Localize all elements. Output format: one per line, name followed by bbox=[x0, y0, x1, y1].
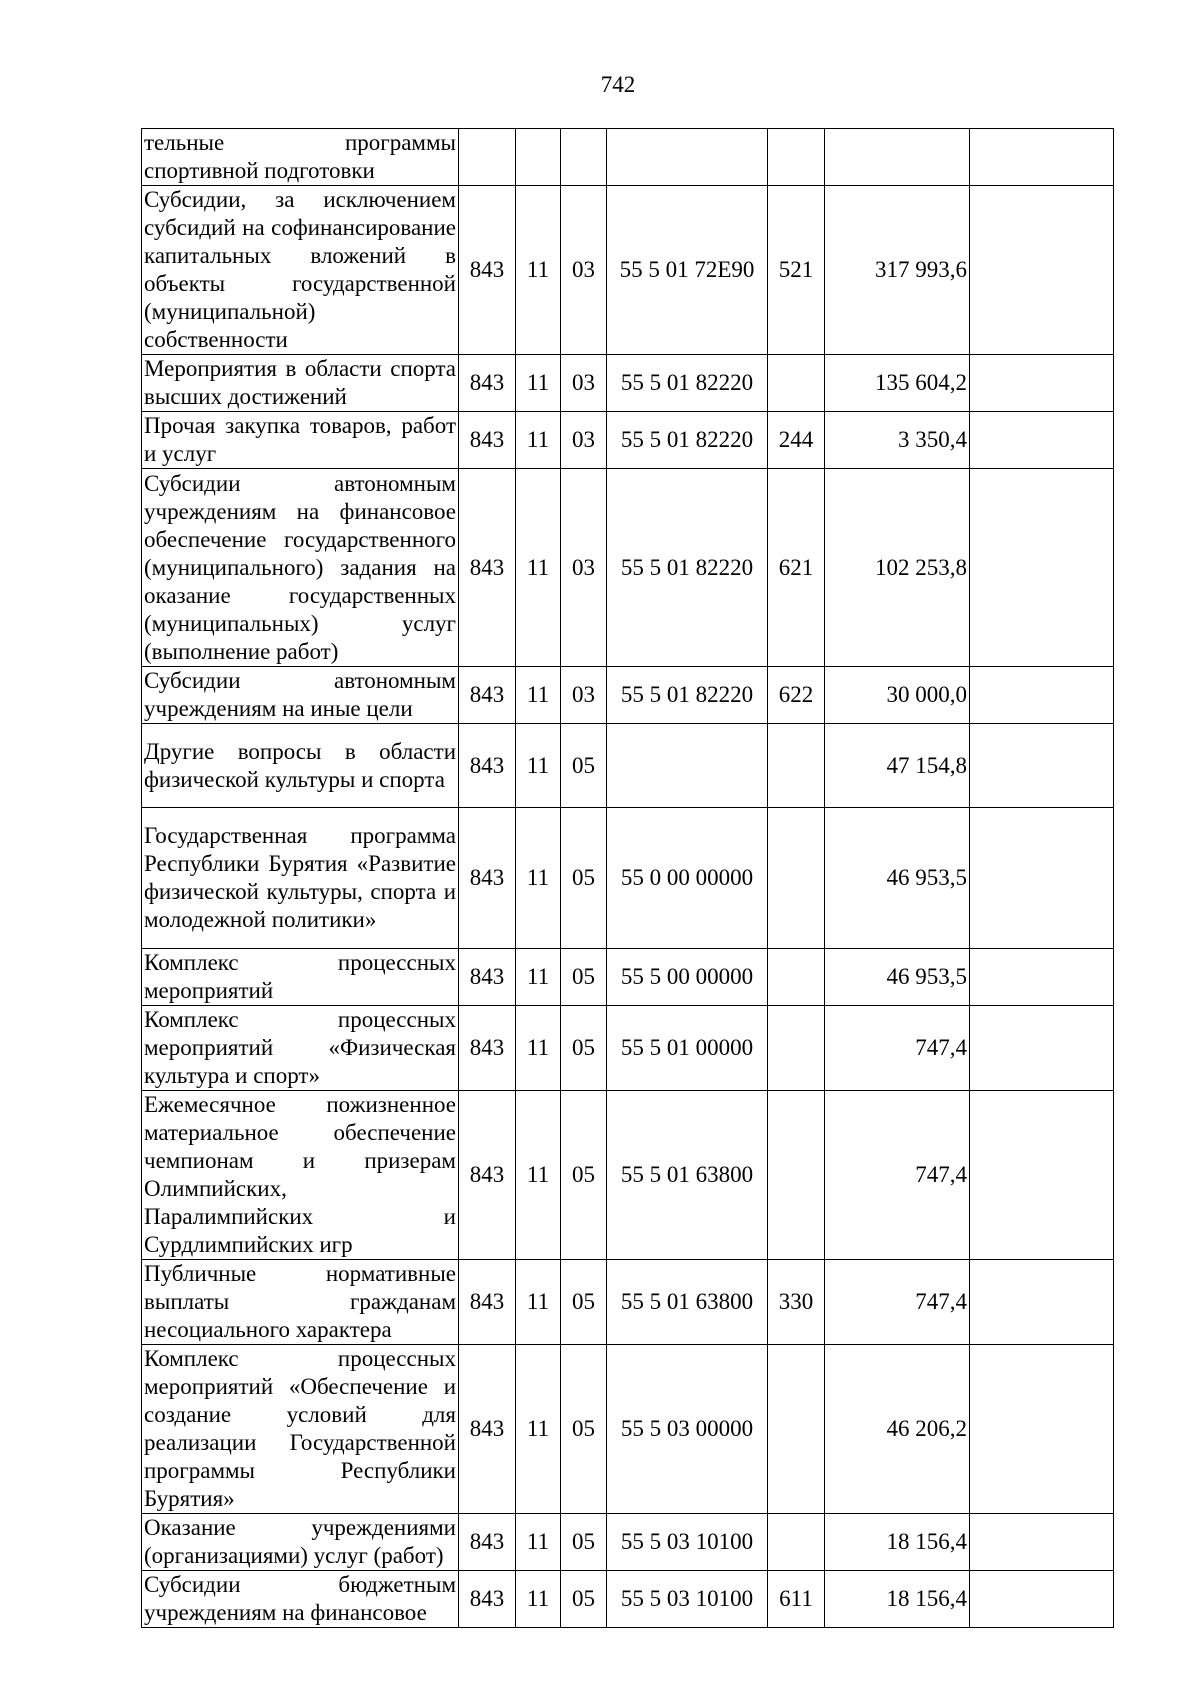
target-article-code: 55 5 01 82220 bbox=[607, 355, 768, 412]
target-article-code: 55 5 01 63800 bbox=[607, 1260, 768, 1345]
extra-cell bbox=[970, 667, 1114, 724]
table-row bbox=[142, 1260, 1114, 1345]
expense-type-code: 330 bbox=[768, 1260, 825, 1345]
target-article-code: 55 0 00 00000 bbox=[607, 808, 768, 949]
expense-type-code bbox=[768, 1345, 825, 1514]
subsection-code: 03 bbox=[561, 355, 607, 412]
target-article-code: 55 5 03 10100 bbox=[607, 1514, 768, 1571]
ministry-code: 843 bbox=[459, 1006, 516, 1091]
amount-value: 135 604,2 bbox=[825, 355, 970, 412]
ministry-code: 843 bbox=[459, 808, 516, 949]
section-code: 11 bbox=[516, 1345, 561, 1514]
extra-cell bbox=[970, 1514, 1114, 1571]
extra-cell bbox=[970, 1571, 1114, 1628]
row-description: Комплекс процессных мероприятий «Физическая культура и спорт» bbox=[142, 1006, 459, 1091]
ministry-code: 843 bbox=[459, 469, 516, 667]
section-code: 11 bbox=[516, 1006, 561, 1091]
table-body bbox=[142, 129, 1114, 1628]
target-article-code bbox=[607, 129, 768, 186]
extra-cell bbox=[970, 412, 1114, 469]
section-code: 11 bbox=[516, 949, 561, 1006]
row-description: Другие вопросы в области физической культуры и спорта bbox=[142, 724, 459, 808]
target-article-code: 55 5 01 82220 bbox=[607, 469, 768, 667]
subsection-code: 03 bbox=[561, 469, 607, 667]
row-description: Комплекс процессных мероприятий «Обеспечение и создание условий для реализации Государственной программы Республики Бурятия» bbox=[142, 1345, 459, 1514]
row-description: Прочая закупка товаров, работ и услуг bbox=[142, 412, 459, 469]
target-article-code: 55 5 01 63800 bbox=[607, 1091, 768, 1260]
section-code: 11 bbox=[516, 724, 561, 808]
table-row bbox=[142, 129, 1114, 186]
target-article-code: 55 5 01 00000 bbox=[607, 1006, 768, 1091]
table-row bbox=[142, 949, 1114, 1006]
section-code: 11 bbox=[516, 1260, 561, 1345]
expense-type-code: 621 bbox=[768, 469, 825, 667]
amount-value: 317 993,6 bbox=[825, 186, 970, 355]
expense-type-code: 521 bbox=[768, 186, 825, 355]
extra-cell bbox=[970, 186, 1114, 355]
subsection-code: 05 bbox=[561, 1260, 607, 1345]
subsection-code: 05 bbox=[561, 808, 607, 949]
table-row bbox=[142, 1514, 1114, 1571]
ministry-code: 843 bbox=[459, 1260, 516, 1345]
ministry-code: 843 bbox=[459, 412, 516, 469]
amount-value: 30 000,0 bbox=[825, 667, 970, 724]
extra-cell bbox=[970, 469, 1114, 667]
amount-value: 747,4 bbox=[825, 1260, 970, 1345]
amount-value: 18 156,4 bbox=[825, 1514, 970, 1571]
ministry-code: 843 bbox=[459, 667, 516, 724]
row-description: Субсидии автономным учреждениям на иные цели bbox=[142, 667, 459, 724]
ministry-code: 843 bbox=[459, 1091, 516, 1260]
table-row bbox=[142, 724, 1114, 808]
subsection-code: 05 bbox=[561, 1006, 607, 1091]
target-article-code: 55 5 03 10100 bbox=[607, 1571, 768, 1628]
table-row bbox=[142, 412, 1114, 469]
amount-value: 102 253,8 bbox=[825, 469, 970, 667]
subsection-code: 05 bbox=[561, 724, 607, 808]
target-article-code: 55 5 01 82220 bbox=[607, 412, 768, 469]
ministry-code: 843 bbox=[459, 355, 516, 412]
row-description: Субсидии автономным учреждениям на финансовое обеспечение государственного (муниципального) задания на оказание государственных (муниципальных) услуг (выполнение работ) bbox=[142, 469, 459, 667]
amount-value: 46 953,5 bbox=[825, 808, 970, 949]
table-row bbox=[142, 1006, 1114, 1091]
subsection-code: 05 bbox=[561, 949, 607, 1006]
amount-value: 46 953,5 bbox=[825, 949, 970, 1006]
extra-cell bbox=[970, 355, 1114, 412]
target-article-code: 55 5 01 82220 bbox=[607, 667, 768, 724]
subsection-code: 05 bbox=[561, 1514, 607, 1571]
ministry-code: 843 bbox=[459, 186, 516, 355]
extra-cell bbox=[970, 808, 1114, 949]
ministry-code: 843 bbox=[459, 724, 516, 808]
amount-value bbox=[825, 129, 970, 186]
subsection-code: 05 bbox=[561, 1571, 607, 1628]
section-code: 11 bbox=[516, 808, 561, 949]
row-description: Публичные нормативные выплаты гражданам несоциального характера bbox=[142, 1260, 459, 1345]
ministry-code bbox=[459, 129, 516, 186]
expense-type-code bbox=[768, 1091, 825, 1260]
expense-type-code bbox=[768, 949, 825, 1006]
table-row bbox=[142, 186, 1114, 355]
amount-value: 18 156,4 bbox=[825, 1571, 970, 1628]
row-description: тельные программы спортивной подготовки bbox=[142, 129, 459, 186]
extra-cell bbox=[970, 1260, 1114, 1345]
extra-cell bbox=[970, 724, 1114, 808]
target-article-code bbox=[607, 724, 768, 808]
table-row bbox=[142, 1345, 1114, 1514]
row-description: Государственная программа Республики Бурятия «Развитие физической культуры, спорта и молодежной политики» bbox=[142, 808, 459, 949]
ministry-code: 843 bbox=[459, 1514, 516, 1571]
ministry-code: 843 bbox=[459, 1571, 516, 1628]
table-row bbox=[142, 469, 1114, 667]
page-number: 742 bbox=[600, 72, 636, 97]
subsection-code: 03 bbox=[561, 186, 607, 355]
table-row bbox=[142, 355, 1114, 412]
amount-value: 47 154,8 bbox=[825, 724, 970, 808]
table-row bbox=[142, 667, 1114, 724]
target-article-code: 55 5 00 00000 bbox=[607, 949, 768, 1006]
expense-type-code bbox=[768, 355, 825, 412]
section-code: 11 bbox=[516, 186, 561, 355]
subsection-code: 05 bbox=[561, 1091, 607, 1260]
section-code: 11 bbox=[516, 355, 561, 412]
extra-cell bbox=[970, 129, 1114, 186]
expense-type-code: 244 bbox=[768, 412, 825, 469]
row-description: Субсидии бюджетным учреждениям на финансовое bbox=[142, 1571, 459, 1628]
section-code: 11 bbox=[516, 412, 561, 469]
section-code bbox=[516, 129, 561, 186]
expense-type-code bbox=[768, 724, 825, 808]
amount-value: 46 206,2 bbox=[825, 1345, 970, 1514]
row-description: Комплекс процессных мероприятий bbox=[142, 949, 459, 1006]
amount-value: 3 350,4 bbox=[825, 412, 970, 469]
section-code: 11 bbox=[516, 667, 561, 724]
subsection-code: 03 bbox=[561, 667, 607, 724]
expense-type-code bbox=[768, 1514, 825, 1571]
subsection-code bbox=[561, 129, 607, 186]
row-description: Оказание учреждениями (организациями) услуг (работ) bbox=[142, 1514, 459, 1571]
table-row bbox=[142, 1091, 1114, 1260]
ministry-code: 843 bbox=[459, 949, 516, 1006]
extra-cell bbox=[970, 1091, 1114, 1260]
extra-cell bbox=[970, 949, 1114, 1006]
row-description: Субсидии, за исключением субсидий на софинансирование капитальных вложений в объекты государственной (муниципальной) собственности bbox=[142, 186, 459, 355]
row-description: Мероприятия в области спорта высших достижений bbox=[142, 355, 459, 412]
expense-type-code bbox=[768, 1006, 825, 1091]
target-article-code: 55 5 03 00000 bbox=[607, 1345, 768, 1514]
ministry-code: 843 bbox=[459, 1345, 516, 1514]
expense-type-code bbox=[768, 129, 825, 186]
section-code: 11 bbox=[516, 1091, 561, 1260]
extra-cell bbox=[970, 1345, 1114, 1514]
expense-type-code bbox=[768, 808, 825, 949]
table-row bbox=[142, 808, 1114, 949]
budget-table bbox=[141, 128, 1114, 1628]
expense-type-code: 611 bbox=[768, 1571, 825, 1628]
table-row bbox=[142, 1571, 1114, 1628]
extra-cell bbox=[970, 1006, 1114, 1091]
target-article-code: 55 5 01 72Е90 bbox=[607, 186, 768, 355]
subsection-code: 05 bbox=[561, 1345, 607, 1514]
row-description: Ежемесячное пожизненное материальное обеспечение чемпионам и призерам Олимпийских, Паралимпийских и Сурдлимпийских игр bbox=[142, 1091, 459, 1260]
section-code: 11 bbox=[516, 469, 561, 667]
amount-value: 747,4 bbox=[825, 1006, 970, 1091]
subsection-code: 03 bbox=[561, 412, 607, 469]
section-code: 11 bbox=[516, 1571, 561, 1628]
expense-type-code: 622 bbox=[768, 667, 825, 724]
section-code: 11 bbox=[516, 1514, 561, 1571]
amount-value: 747,4 bbox=[825, 1091, 970, 1260]
